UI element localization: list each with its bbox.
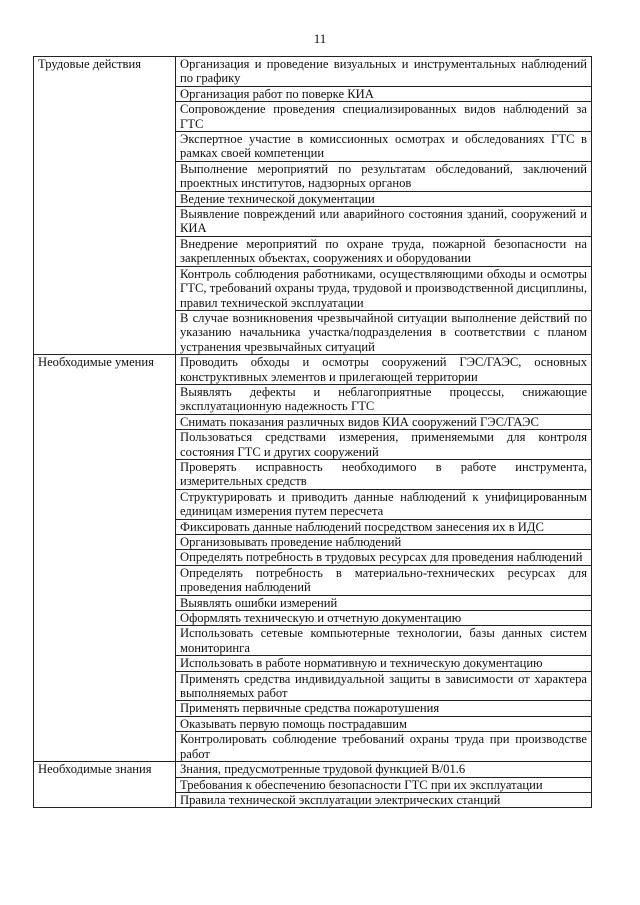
table-cell-item: Внедрение мероприятий по охране труда, пожарной безопасности на закрепленных объектах, сооружениях и оборудовании — [176, 236, 592, 266]
table-cell-item: Определять потребность в трудовых ресурсах для проведения наблюдений — [176, 550, 592, 565]
table-cell-item: Выявление повреждений или аварийного состояния зданий, сооружений и КИА — [176, 207, 592, 237]
table-cell-item: Контролировать соблюдение требований охраны труда при производстве работ — [176, 732, 592, 762]
table-cell-item: Фиксировать данные наблюдений посредством занесения их в ИДС — [176, 519, 592, 534]
section-required-knowledge: Необходимые знания — [34, 762, 176, 808]
table-cell-item: Применять средства индивидуальной защиты в зависимости от характера выполняемых работ — [176, 671, 592, 701]
table-cell-item: Организация и проведение визуальных и инструментальных наблюдений по графику — [176, 57, 592, 87]
table-cell-item: Использовать сетевые компьютерные технологии, базы данных систем мониторинга — [176, 626, 592, 656]
table-cell-item: Использовать в работе нормативную и техническую документацию — [176, 656, 592, 671]
table-cell-item: Снимать показания различных видов КИА сооружений ГЭС/ГАЭС — [176, 414, 592, 429]
table-cell-item: Организовывать проведение наблюдений — [176, 535, 592, 550]
table-cell-item: Сопровождение проведения специализированных видов наблюдений за ГТС — [176, 102, 592, 132]
table-cell-item: Оформлять техническую и отчетную документацию — [176, 611, 592, 626]
table-cell-item: Правила технической эксплуатации электрических станций — [176, 792, 592, 807]
table-cell-item: Выполнение мероприятий по результатам обследований, заключений проектных институтов, надзорных органов — [176, 161, 592, 191]
table-cell-item: Выявлять ошибки измерений — [176, 595, 592, 610]
requirements-table — [33, 56, 592, 808]
table-cell-item: Оказывать первую помощь пострадавшим — [176, 716, 592, 731]
table-cell-item: Пользоваться средствами измерения, применяемыми для контроля состояния ГТС и других сооружений — [176, 430, 592, 460]
table-row — [34, 355, 592, 385]
table-cell-item: Требования к обеспечению безопасности ГТС при их эксплуатации — [176, 777, 592, 792]
table-row — [34, 762, 592, 777]
table-cell-item: Определять потребность в материально-технических ресурсах для проведения наблюдений — [176, 565, 592, 595]
table-cell-item: Проводить обходы и осмотры сооружений ГЭС/ГАЭС, основных конструктивных элементов и прилегающей территории — [176, 355, 592, 385]
table-row — [34, 57, 592, 87]
section-required-skills: Необходимые умения — [34, 355, 176, 762]
table-cell-item: В случае возникновения чрезвычайной ситуации выполнение действий по указанию начальника участка/подразделения в соответствии с планом устранения чрезвычайных ситуаций — [176, 310, 592, 354]
table-cell-item: Структурировать и приводить данные наблюдений к унифицированным единицам измерения путем пересчета — [176, 489, 592, 519]
table-cell-item: Знания, предусмотренные трудовой функцией В/01.6 — [176, 762, 592, 777]
section-labor-actions: Трудовые действия — [34, 57, 176, 355]
table-cell-item: Проверять исправность необходимого в работе инструмента, измерительных средств — [176, 459, 592, 489]
table-cell-item: Выявлять дефекты и неблагоприятные процессы, снижающие эксплуатационную надежность ГТС — [176, 384, 592, 414]
table-cell-item: Применять первичные средства пожаротушения — [176, 701, 592, 716]
table-cell-item: Экспертное участие в комиссионных осмотрах и обследованиях ГТС в рамках своей компетенции — [176, 132, 592, 162]
page-number: 11 — [313, 31, 327, 46]
table-cell-item: Организация работ по поверке КИА — [176, 86, 592, 101]
table-cell-item: Контроль соблюдения работниками, осуществляющими обходы и осмотры ГТС, требований охраны труда, трудовой и производственной дисциплины, правил технической эксплуатации — [176, 266, 592, 310]
table-cell-item: Ведение технической документации — [176, 191, 592, 206]
